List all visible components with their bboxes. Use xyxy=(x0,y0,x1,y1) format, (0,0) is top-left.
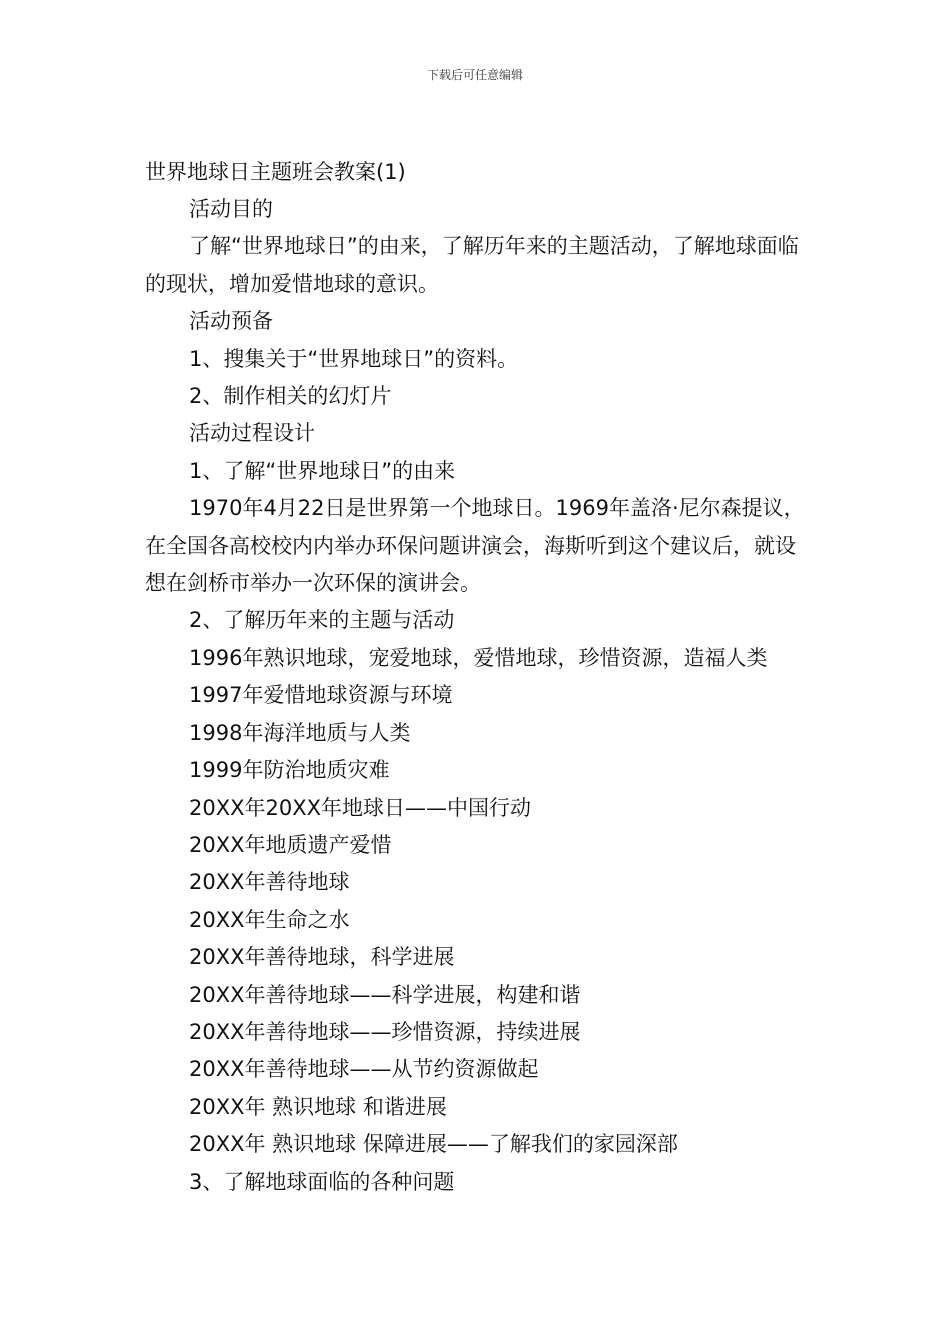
paragraph: 1、搜集关于“世界地球日”的资料。 xyxy=(189,346,519,371)
paragraph: 活动预备 xyxy=(189,309,273,334)
document-title: 世界地球日主题班会教案(1) xyxy=(145,160,406,184)
paragraph: 1996年熟识地球，宠爱地球，爱惜地球，珍惜资源，造福人类 xyxy=(189,645,768,670)
page-header: 下载后可任意编辑 xyxy=(426,68,523,82)
paragraph: 20XX年善待地球，科学进展 xyxy=(189,945,455,970)
document-body xyxy=(145,154,810,1201)
paragraph: 3、了解地球面临的各种问题 xyxy=(189,1169,455,1194)
paragraph: 2、制作相关的幻灯片 xyxy=(189,384,392,409)
paragraph: 20XX年20XX年地球日——中国行动 xyxy=(189,795,531,820)
paragraph: 20XX年生命之水 xyxy=(189,907,350,932)
paragraph: 活动目的 xyxy=(189,197,273,221)
paragraph: 1、了解“世界地球日”的由来 xyxy=(189,458,456,483)
paragraph: 20XX年 熟识地球 保障进展——了解我们的家园深部 xyxy=(189,1132,678,1157)
paragraph: 了解“世界地球日”的由来，了解历年来的主题活动，了解地球面临的现状，增加爱惜地球的意识。 xyxy=(145,234,799,296)
paragraph: 1998年海洋地质与人类 xyxy=(189,720,411,745)
paragraph: 1997年爱惜地球资源与环境 xyxy=(189,683,453,708)
paragraph: 20XX年 熟识地球 和谐进展 xyxy=(189,1094,447,1119)
paragraph: 1970年4月22日是世界第一个地球日。1969年盖洛·尼尔森提议，在全国各高校校内内举办环保问题讲演会，海斯听到这个建议后，就设想在剑桥市举办一次环保的演讲会。 xyxy=(145,496,805,596)
paragraph: 2、了解历年来的主题与活动 xyxy=(189,608,455,633)
paragraph: 20XX年善待地球——珍惜资源，持续进展 xyxy=(189,1019,581,1044)
paragraph: 20XX年地质遗产爱惜 xyxy=(189,832,392,857)
paragraph: 1999年防治地质灾难 xyxy=(189,758,390,783)
paragraph: 活动过程设计 xyxy=(189,421,315,446)
paragraph: 20XX年善待地球——科学进展，构建和谐 xyxy=(189,982,581,1007)
paragraph: 20XX年善待地球——从节约资源做起 xyxy=(189,1057,539,1082)
paragraph: 20XX年善待地球 xyxy=(189,870,350,895)
